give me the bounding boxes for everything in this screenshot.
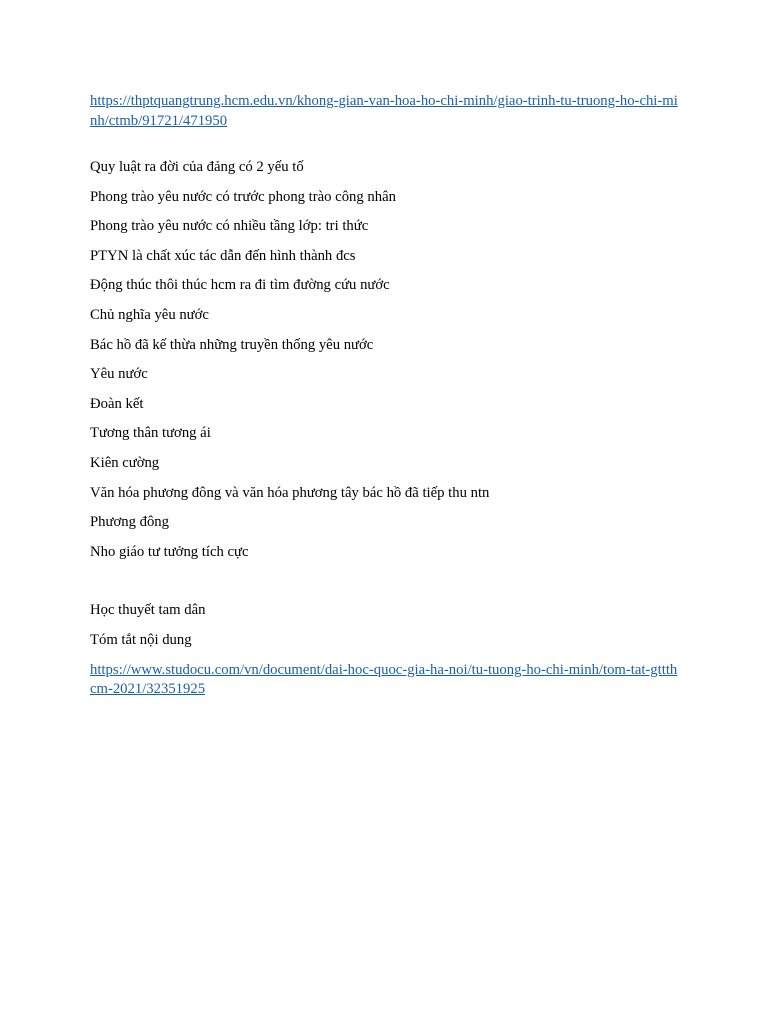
empty-paragraph — [90, 131, 682, 158]
empty-paragraph — [90, 572, 682, 601]
hyperlink-thptquangtrung[interactable]: https://thptquangtrung.hcm.edu.vn/khong-gian-van-hoa-ho-chi-minh/giao-trinh-tu-truong-ho-chi-minh/ctmb/91721/471950 — [90, 93, 678, 129]
text-line: Động thúc thôi thúc hcm ra đi tìm đường cứu nước — [90, 277, 390, 294]
text-line: Tóm tắt nội dung — [90, 631, 192, 648]
text-line: Đoàn kết — [90, 395, 144, 412]
text-line: Văn hóa phương đông và văn hóa phương tây bác hồ đã tiếp thu ntn — [90, 484, 490, 501]
hyperlink-studocu[interactable]: https://www.studocu.com/vn/document/dai-hoc-quoc-gia-ha-noi/tu-tuong-ho-chi-minh/tom-tat-gttthcm-2021/32351925 — [90, 661, 678, 697]
link-paragraph-2 — [90, 661, 682, 700]
text-line: Học thuyết tam dân — [90, 602, 206, 619]
text-line: Bác hồ đã kế thừa những truyền thống yêu nước — [90, 336, 374, 353]
text-line: PTYN là chất xúc tác dẫn đến hình thành đcs — [90, 247, 356, 264]
notes-list — [90, 158, 682, 572]
text-line: Phong trào yêu nước có nhiều tầng lớp: tri thức — [90, 218, 369, 235]
text-line: Nho giáo tư tưởng tích cực — [90, 543, 249, 560]
text-line: Kiên cường — [90, 454, 160, 471]
link-paragraph-1 — [90, 92, 682, 131]
text-line: Quy luật ra đời của đảng có 2 yếu tố — [90, 159, 304, 175]
document-page — [90, 92, 682, 700]
text-line: Phong trào yêu nước có trước phong trào công nhân — [90, 188, 396, 205]
text-line: Chủ nghĩa yêu nước — [90, 306, 209, 323]
text-line: Tương thân tương ái — [90, 425, 211, 442]
notes-list-2 — [90, 601, 682, 660]
text-line: Phương đông — [90, 514, 169, 531]
text-line: Yêu nước — [90, 366, 148, 383]
